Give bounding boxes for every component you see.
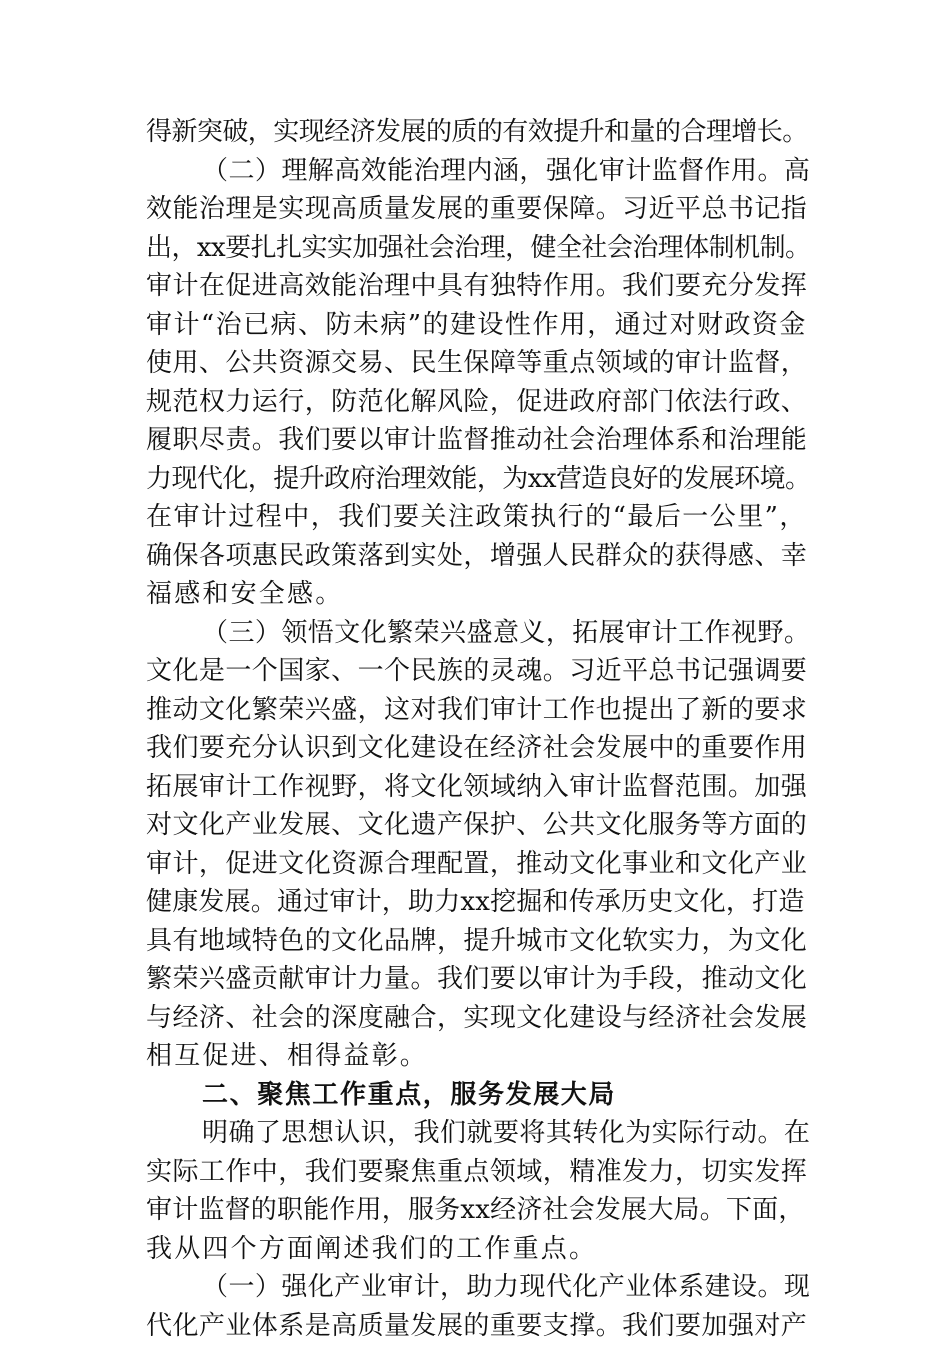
text-line: 我从四个方面阐述我们的工作重点。 <box>146 1230 808 1269</box>
paragraph-start-line: 明确了思想认识，我们就要将其转化为实际行动。在 <box>146 1114 808 1153</box>
text-line: 在审计过程中，我们要关注政策执行的“最后一公里”， <box>146 498 808 537</box>
paragraph-start-line: （二）理解高效能治理内涵，强化审计监督作用。高 <box>146 152 808 191</box>
text-line: 文化是一个国家、一个民族的灵魂。习近平总书记强调要 <box>146 652 808 691</box>
text-line: 与经济、社会的深度融合，实现文化建设与经济社会发展 <box>146 999 808 1038</box>
text-line: 实际工作中，我们要聚焦重点领域，精准发力，切实发挥 <box>146 1153 808 1192</box>
section-heading: 二、聚焦工作重点，服务发展大局 <box>146 1076 808 1115</box>
text-line: 代化产业体系是高质量发展的重要支撑。我们要加强对产 <box>146 1307 808 1345</box>
text-line: 福感和安全感。 <box>146 575 808 614</box>
text-line: 效能治理是实现高质量发展的重要保障。习近平总书记指 <box>146 190 808 229</box>
text-line: 力现代化，提升政府治理效能，为xx营造良好的发展环境。 <box>146 460 808 499</box>
text-line: 对文化产业发展、文化遗产保护、公共文化服务等方面的 <box>146 806 808 845</box>
text-line: 使用、公共资源交易、民生保障等重点领域的审计监督， <box>146 344 808 383</box>
text-line: 确保各项惠民政策落到实处，增强人民群众的获得感、幸 <box>146 537 808 576</box>
text-line: 审计监督的职能作用，服务xx经济社会发展大局。下面， <box>146 1191 808 1230</box>
text-line: 健康发展。通过审计，助力xx挖掘和传承历史文化，打造 <box>146 883 808 922</box>
text-line: 拓展审计工作视野，将文化领域纳入审计监督范围。加强 <box>146 768 808 807</box>
text-line: 审计在促进高效能治理中具有独特作用。我们要充分发挥 <box>146 267 808 306</box>
text-line: 得新突破，实现经济发展的质的有效提升和量的合理增长。 <box>146 113 808 152</box>
text-line: 具有地域特色的文化品牌，提升城市文化软实力，为文化 <box>146 922 808 961</box>
text-line: 推动文化繁荣兴盛，这对我们审计工作也提出了新的要求 <box>146 691 808 730</box>
text-line: 我们要充分认识到文化建设在经济社会发展中的重要作用 <box>146 729 808 768</box>
text-line: 审计，促进文化资源合理配置，推动文化事业和文化产业 <box>146 845 808 884</box>
text-line: 相互促进、相得益彰。 <box>146 1037 808 1076</box>
text-line: 规范权力运行，防范化解风险，促进政府部门依法行政、 <box>146 383 808 422</box>
text-line: 审计“治已病、防未病”的建设性作用，通过对财政资金 <box>146 306 808 345</box>
document-page <box>146 113 808 1345</box>
text-line: 出，xx要扎扎实实加强社会治理，健全社会治理体制机制。 <box>146 229 808 268</box>
text-line: 繁荣兴盛贡献审计力量。我们要以审计为手段，推动文化 <box>146 960 808 999</box>
paragraph-start-line: （三）领悟文化繁荣兴盛意义，拓展审计工作视野。 <box>146 614 808 653</box>
text-line: 履职尽责。我们要以审计监督推动社会治理体系和治理能 <box>146 421 808 460</box>
paragraph-start-line: （一）强化产业审计，助力现代化产业体系建设。现 <box>146 1268 808 1307</box>
